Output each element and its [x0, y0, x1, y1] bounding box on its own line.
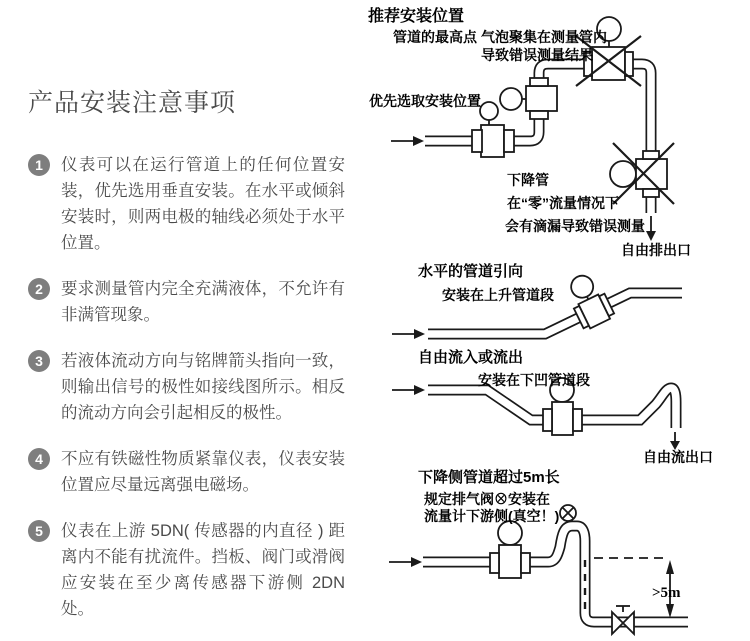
flow-arrow-icon [392, 329, 425, 339]
note-item-5 [28, 518, 380, 622]
note-item-4 [28, 446, 380, 498]
label-down-pipe: 下降管 [507, 172, 549, 188]
note-number-badge: 4 [28, 448, 50, 470]
diagram-descending-side [389, 468, 688, 634]
diagram-title: 推荐安装位置 [368, 8, 465, 25]
label-bubble-note-2: 导致错误测量结果 [481, 47, 593, 63]
label-rising-section: 安装在上升管道段 [442, 287, 554, 303]
label-free-flow-heading: 自由流入或流出 [418, 349, 524, 366]
note-text: 若液体流动方向与铭牌箭头指向一致，则输出信号的极性如接线图所示。相反的流动方向会引起相反的极性。 [61, 352, 345, 422]
note-number-badge: 5 [28, 520, 50, 542]
note-number-badge: 2 [28, 278, 50, 300]
label-descending-heading: 下降侧管道超过5m长 [418, 469, 560, 486]
installation-notes-section [28, 86, 380, 641]
diagram-concave-section [392, 348, 713, 465]
flow-arrow-icon [392, 385, 425, 395]
note-number-badge: 1 [28, 154, 50, 176]
label-highest-point: 管道的最高点 [393, 29, 477, 45]
diagram-recommended-loop [368, 6, 691, 258]
page-title: 产品安装注意事项 [28, 89, 237, 117]
outflow-arrow-icon [670, 432, 680, 450]
label-preferred-position: 优先选取安装位置 [369, 93, 481, 109]
note-number-badge: 3 [28, 350, 50, 372]
label-concave-section: 安装在下凹管道段 [478, 372, 590, 388]
label-free-outflow: 自由流出口 [643, 449, 713, 465]
note-text: 仪表可以在运行管道上的任何位置安装，优先选用垂直安装。在水平或倾斜安装时，则两电极的轴线必须处于水平位置。 [61, 156, 345, 252]
note-text: 仪表在上游 5DN( 传感器的内直径 ) 距离内不能有扰流件。挡板、阀门或滑阀应安装在至少离传感器下游侧 2DN 处。 [61, 522, 345, 618]
flow-arrow-icon [391, 136, 424, 146]
diagram-rising-section [392, 262, 682, 339]
vent-valve-icon [560, 505, 576, 521]
installation-diagram [360, 0, 750, 641]
label-zero-flow-2: 会有滴漏导致错误测量 [505, 218, 645, 234]
label-free-discharge: 自由排出口 [621, 242, 691, 258]
label-horizontal-heading: 水平的管道引向 [418, 263, 524, 280]
flowmeter-vertical-riser [500, 78, 557, 119]
label-dimension: >5m [652, 585, 681, 601]
discharge-arrow-icon [646, 216, 656, 241]
flow-arrow-icon [389, 557, 422, 567]
label-bubble-note-1: 气泡聚集在测量管内 [481, 29, 607, 45]
label-vent-note-1: 规定排气阀⊗安装在 [424, 491, 550, 507]
label-zero-flow-1: 在“零”流量情况下 [507, 195, 619, 211]
note-item-3 [28, 348, 380, 426]
note-text: 不应有铁磁性物质紧靠仪表，仪表安装位置应尽量远离强电磁场。 [61, 450, 345, 494]
note-text: 要求测量管内完全充满液体，不允许有非满管现象。 [61, 280, 345, 324]
flowmeter-upstream [490, 521, 530, 578]
note-item-2 [28, 276, 380, 328]
flowmeter-downpipe-crossed [610, 143, 674, 204]
label-vent-note-2: 流量计下游侧(真空！) [424, 508, 560, 524]
note-item-1 [28, 152, 380, 256]
